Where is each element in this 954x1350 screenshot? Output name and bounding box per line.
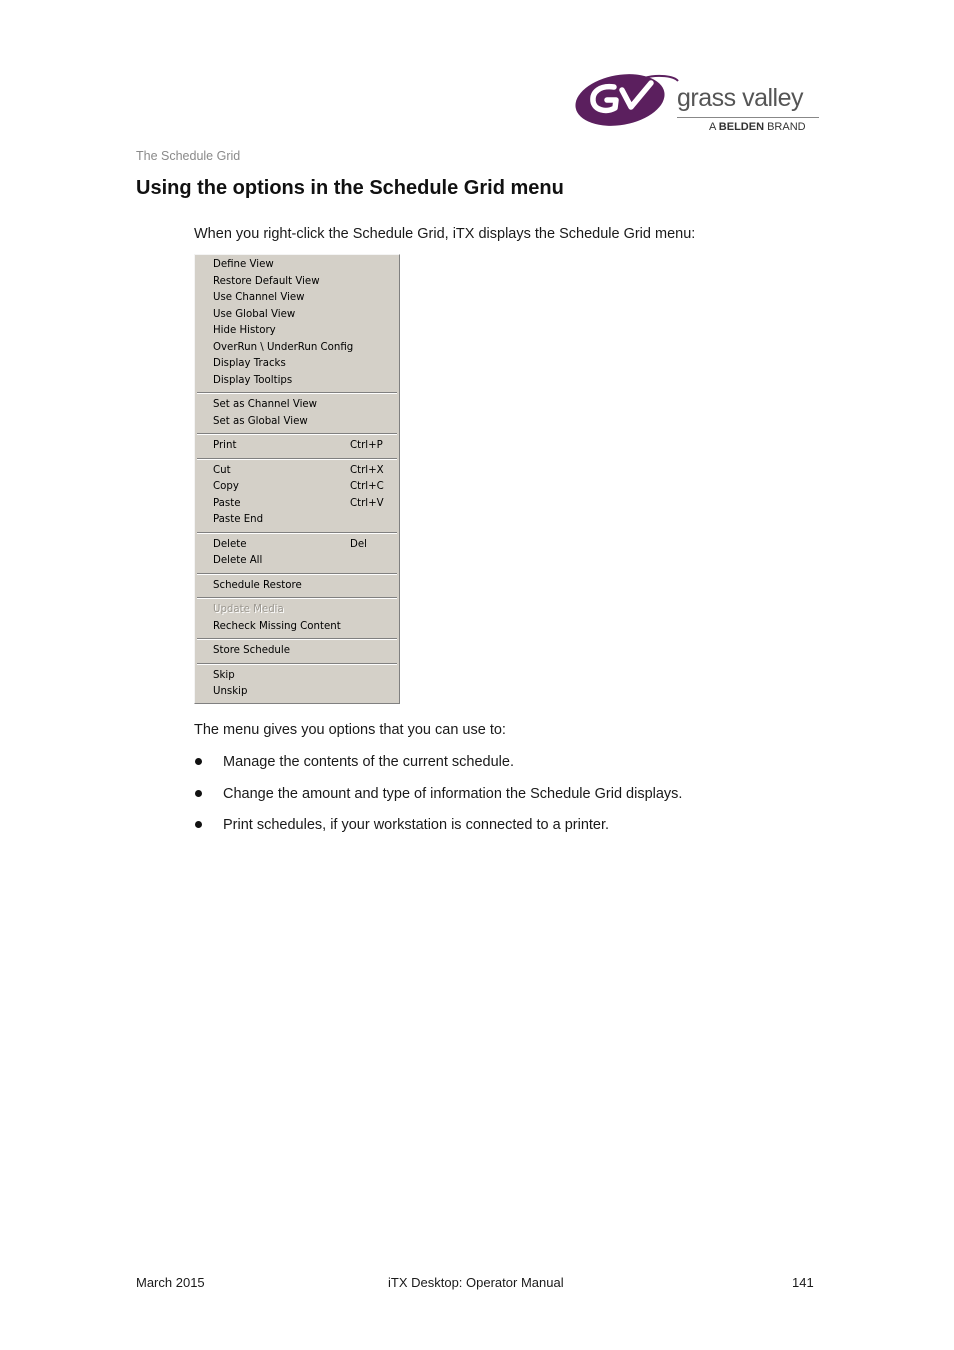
menu-separator [195, 529, 399, 537]
menu-item-label: Skip [213, 669, 235, 681]
menu-item-label: Unskip [213, 686, 248, 697]
menu-item-label: Print [213, 440, 237, 451]
logo-brand-suffix: BRAND [767, 121, 806, 133]
footer-title: iTX Desktop: Operator Manual [388, 1275, 564, 1290]
menu-item-label: Store Schedule [213, 645, 290, 656]
intro-paragraph: When you right-click the Schedule Grid, iTX displays the Schedule Grid menu: [194, 226, 696, 242]
section-label: The Schedule Grid [136, 149, 241, 163]
page-heading: Using the options in the Schedule Grid menu [136, 177, 564, 199]
menu-item-paste[interactable] [195, 496, 399, 513]
menu-item-shortcut: Ctrl+V [350, 497, 384, 509]
menu-item-recheck-missing-content[interactable] [195, 619, 399, 636]
menu-item-shortcut: Ctrl+X [350, 464, 384, 476]
menu-item-display-tooltips[interactable] [195, 373, 399, 390]
menu-item-label: Define View [213, 259, 274, 270]
logo-brand-name: BELDEN [718, 121, 765, 133]
menu-item-use-global-view[interactable] [195, 307, 399, 324]
menu-item-label: Paste [213, 497, 241, 509]
menu-item-label: Recheck Missing Content [213, 620, 341, 632]
menu-item-delete[interactable] [195, 537, 399, 554]
menu-item-print[interactable] [195, 438, 399, 455]
menu-item-label: Restore Default View [213, 275, 320, 287]
menu-item-label: Paste End [213, 514, 264, 525]
menu-item-skip[interactable] [195, 668, 399, 685]
menu-item-label: Use Global View [213, 308, 296, 320]
grass-valley-logo [574, 70, 822, 136]
menu-separator [195, 430, 399, 438]
menu-item-shortcut: Ctrl+C [350, 481, 384, 492]
menu-item-restore-default-view[interactable] [195, 274, 399, 291]
menu-item-label: Use Channel View [213, 292, 305, 303]
menu-item-label: OverRun \ UnderRun Config [213, 341, 354, 353]
bullet-icon [195, 790, 202, 797]
grass-valley-emblem-icon [574, 70, 680, 130]
bullet-icon [195, 821, 202, 828]
menu-item-label: Delete [213, 538, 247, 550]
menu-item-display-tracks[interactable] [195, 356, 399, 373]
menu-item-set-as-channel-view[interactable] [195, 397, 399, 414]
menu-item-shortcut: Ctrl+P [350, 440, 383, 451]
menu-item-label: Display Tooltips [213, 374, 293, 386]
menu-item-label: Copy [213, 481, 239, 492]
menu-item-label: Set as Channel View [213, 399, 317, 410]
menu-item-label: Delete All [213, 555, 263, 566]
logo-wordmark: grass valley [677, 84, 803, 112]
menu-item-delete-all[interactable] [195, 553, 399, 570]
list-item-text: Change the amount and type of information the Schedule Grid displays. [223, 785, 683, 802]
menu-item-define-view[interactable] [195, 257, 399, 274]
menu-item-label: Cut [213, 464, 231, 476]
menu-item-hide-history[interactable] [195, 323, 399, 340]
menu-item-unskip[interactable] [195, 684, 399, 701]
menu-item-update-media [195, 602, 399, 619]
list-item-text: Manage the contents of the current schedule. [223, 754, 514, 770]
menu-separator [195, 594, 399, 602]
menu-item-schedule-restore[interactable] [195, 578, 399, 595]
footer-page-number: 141 [792, 1275, 814, 1290]
menu-item-label: Display Tracks [213, 358, 286, 369]
menu-item-store-schedule[interactable] [195, 643, 399, 660]
logo-brand-line [709, 121, 806, 133]
options-paragraph: The menu gives you options that you can use to: [194, 722, 506, 738]
logo-divider [677, 117, 819, 118]
menu-separator [195, 635, 399, 643]
menu-item-label: Hide History [213, 325, 276, 336]
menu-item-set-as-global-view[interactable] [195, 414, 399, 431]
menu-item-cut[interactable] [195, 463, 399, 480]
menu-separator [195, 455, 399, 463]
menu-separator [195, 660, 399, 668]
schedule-grid-context-menu [194, 254, 400, 704]
menu-item-use-channel-view[interactable] [195, 290, 399, 307]
menu-item-label: Schedule Restore [213, 579, 302, 591]
menu-item-copy[interactable] [195, 479, 399, 496]
bullet-icon [195, 758, 202, 765]
menu-item-paste-end[interactable] [195, 512, 399, 529]
menu-separator [195, 570, 399, 578]
footer-date: March 2015 [136, 1275, 205, 1290]
menu-item-label: Update Media [213, 604, 284, 615]
menu-item-shortcut: Del [350, 538, 367, 550]
logo-brand-prefix: A [709, 121, 716, 133]
menu-item-label: Set as Global View [213, 415, 308, 427]
menu-separator [195, 389, 399, 397]
menu-item-overrun-underrun-config[interactable] [195, 340, 399, 357]
list-item-text: Print schedules, if your workstation is connected to a printer. [223, 817, 610, 833]
